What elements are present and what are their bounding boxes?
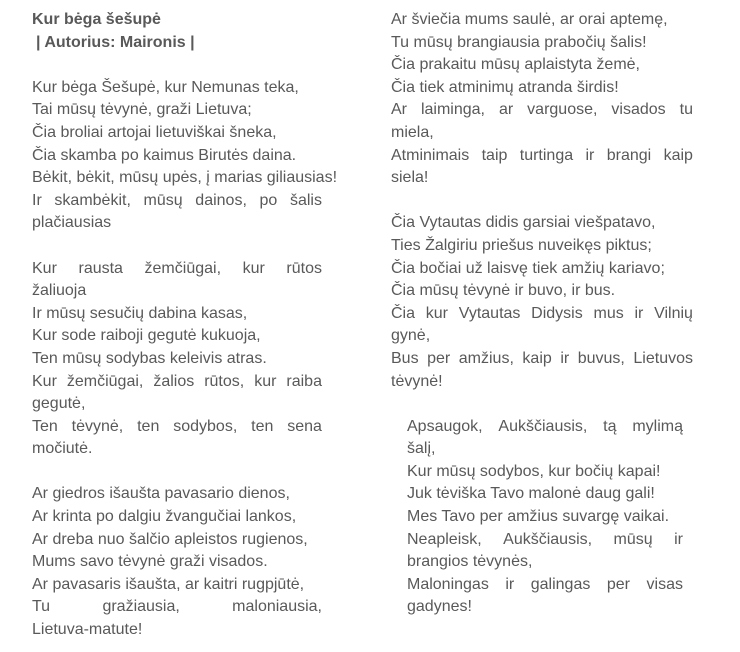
verse-word: Ten [32, 417, 58, 435]
verse-word: Vytautas [458, 304, 521, 322]
verse-line: močiutė. [32, 440, 93, 458]
verse-word: Kur [32, 372, 57, 390]
verse-word: raiba [286, 372, 322, 390]
verse-line: siela! [391, 169, 429, 187]
verse-word: žalios [153, 372, 195, 390]
verse-word: sena [287, 417, 322, 435]
verse-word: žemčiūgai, [144, 259, 222, 277]
verse-word: ir [560, 349, 570, 367]
verse-line [32, 416, 322, 439]
verse-word: ten [137, 417, 160, 435]
verse-word: per [606, 575, 630, 593]
verse-word: visados [611, 101, 666, 119]
verse-line: Ten mūsų sodybas keleivis atras. [32, 349, 267, 367]
verse-word: Didysis [531, 304, 583, 322]
verse-word: kur [254, 372, 277, 390]
verse-word: Ar [391, 101, 407, 119]
verse-line: Ar giedros išaušta pavasario dienos, [32, 485, 290, 503]
verse-line: Bėkit, bėkit, mūsų upės, į marias giliausias! [32, 169, 338, 187]
verse-word: Tu [32, 598, 51, 616]
verse-word: Aukščiausis, [503, 530, 593, 548]
verse-word: ir [634, 304, 644, 322]
verse-line: žaliuoja [32, 282, 87, 300]
verse-line: Ir mūsų sesučių dabina kasas, [32, 304, 248, 322]
verse-word: brangi [606, 146, 652, 164]
verse-word: rūtos [286, 259, 322, 277]
verse-word: maloniausia, [232, 598, 322, 616]
poem-title: Kur bėga šešupė [32, 11, 161, 28]
verse-line: šalį, [407, 440, 436, 458]
verse-word: rūtos, [204, 372, 245, 390]
verse-word: ar [498, 101, 514, 119]
verse-line: Ar dreba nuo šalčio apleistos rugienos, [32, 530, 308, 548]
stanza-5 [391, 212, 693, 393]
verse-line: Ar krinta po dalgiu žvangučiai lankos, [32, 508, 297, 526]
verse-line: gadynes! [407, 598, 472, 616]
verse-line [391, 145, 693, 168]
verse-word: kur [242, 259, 265, 277]
verse-word: ir [674, 530, 683, 548]
verse-line: Mes Tavo per amžius suvargę vaikai. [407, 508, 670, 526]
verse-line [32, 258, 322, 281]
verse-word: Ir [32, 191, 42, 209]
right-column [391, 9, 693, 619]
verse-line: Tai mūsų tėvynė, graži Lietuva; [32, 101, 252, 119]
stanza-6 [391, 416, 683, 619]
verse-line: Kur mūsų sodybos, kur bočių kapai! [407, 462, 661, 480]
verse-word: Maloningas [407, 575, 489, 593]
verse-line [32, 190, 322, 213]
verse-word: rausta [78, 259, 123, 277]
verse-line: Čia skamba po kaimus Birutės daina. [32, 146, 297, 164]
verse-word: galingas [530, 575, 591, 593]
stanza-2 [32, 258, 322, 461]
poem-author: | Autorius: Maironis | [36, 33, 195, 51]
verse-line: Čia tiek atminimų atranda širdis! [391, 78, 619, 96]
verse-line: Kur bėga Šešupė, kur Nemunas teka, [32, 78, 299, 96]
verse-word: laiminga, [420, 101, 485, 119]
verse-word: Bus [391, 349, 419, 367]
verse-line [32, 596, 322, 619]
verse-word: šalis [289, 191, 322, 209]
verse-line: Lietuva-matute! [32, 621, 143, 639]
verse-word: tu [679, 101, 693, 119]
verse-word: sodybos, [173, 417, 238, 435]
verse-word: po [259, 191, 278, 209]
verse-word: ten [251, 417, 274, 435]
verse-word: Apsaugok, [407, 417, 483, 435]
verse-line: gegutė, [32, 395, 86, 413]
verse-word: amžius, [458, 349, 514, 367]
verse-line: miela, [391, 123, 434, 141]
verse-word: Neapleisk, [407, 530, 482, 548]
verse-word: mūsų [613, 530, 653, 548]
verse-word: varguose, [527, 101, 598, 119]
verse-word: Atminimais [391, 146, 470, 164]
verse-word: ir [505, 575, 515, 593]
verse-word: ir [585, 146, 595, 164]
verse-word: taip [481, 146, 508, 164]
verse-line: Tu mūsų brangiausia prabočių šalis! [391, 33, 647, 51]
verse-word: turtinga [519, 146, 574, 164]
verse-line: plačiausias [32, 214, 112, 232]
verse-word: visas [646, 575, 683, 593]
verse-word: dainos, [195, 191, 247, 209]
verse-line [391, 348, 693, 371]
verse-line [407, 574, 683, 597]
verse-word: kur [425, 304, 448, 322]
stanza-3 [32, 483, 322, 641]
verse-line: Kur sode raiboji gegutė kukuoja, [32, 327, 261, 345]
verse-word: per [427, 349, 451, 367]
verse-line: Juk tėviška Tavo malonė daug gali! [407, 485, 655, 503]
verse-line: Ties Žalgiriu priešus nuveikęs piktus; [391, 236, 652, 254]
verse-word: buvus, [577, 349, 625, 367]
verse-word: Kur [32, 259, 57, 277]
verse-word: tėvynė, [71, 417, 124, 435]
verse-line: Čia prakaitu mūsų aplaistyta žemė, [391, 56, 640, 74]
verse-word: mylimą [632, 417, 683, 435]
verse-word: mūsų [143, 191, 183, 209]
verse-word: Vilnių [654, 304, 693, 322]
verse-line [407, 529, 683, 552]
verse-word: Aukščiausis, [498, 417, 588, 435]
verse-word: kaip [522, 349, 552, 367]
verse-line: Čia broliai artojai lietuviškai šneka, [32, 123, 277, 141]
verse-word: gražiausia, [102, 598, 180, 616]
verse-line: Ar šviečia mums saulė, ar orai aptemę, [391, 11, 668, 28]
verse-line [391, 303, 693, 326]
left-column [32, 9, 338, 642]
verse-word: skambėkit, [54, 191, 131, 209]
verse-word: žemčiūgai, [66, 372, 144, 390]
verse-line: gynė, [391, 327, 431, 345]
verse-line: Čia Vytautas didis garsiai viešpatavo, [391, 214, 656, 232]
verse-line [32, 371, 322, 394]
verse-line [391, 99, 693, 122]
verse-line: brangios tėvynės, [407, 553, 533, 571]
verse-line: Mums savo tėvynė graži visados. [32, 553, 268, 571]
verse-line: Čia bočiai už laisvę tiek amžių kariavo; [391, 259, 665, 277]
verse-word: kaip [663, 146, 693, 164]
verse-word: Lietuvos [633, 349, 693, 367]
stanza-1 [32, 77, 338, 235]
stanza-4 [391, 9, 693, 190]
verse-line: Čia mūsų tėvynė ir buvo, ir bus. [391, 282, 616, 300]
verse-line: tėvynė! [391, 372, 443, 390]
verse-word: Čia [391, 304, 416, 322]
verse-line [407, 416, 683, 439]
verse-word: tą [603, 417, 617, 435]
verse-line: Ar pavasaris išaušta, ar kaitri rugpjūtė, [32, 575, 305, 593]
verse-word: mus [593, 304, 624, 322]
